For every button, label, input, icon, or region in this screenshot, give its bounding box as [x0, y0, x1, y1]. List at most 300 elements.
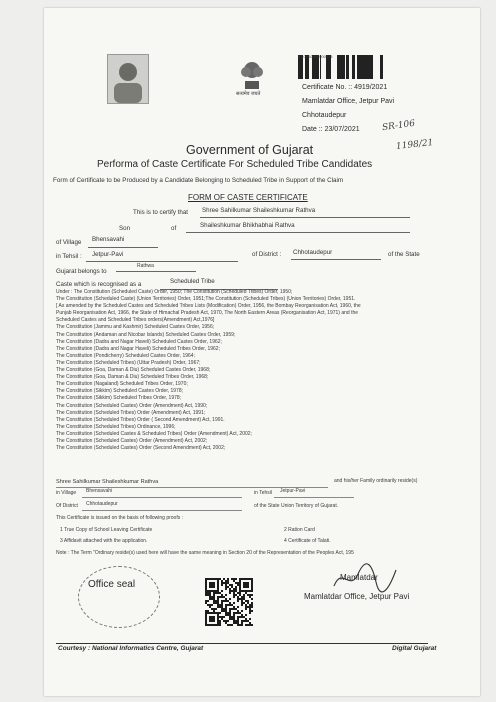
order-line: Under : The Constitution (Scheduled Caste) Order, 1950; The Constitution (Scheduled Tribes) Order, 1950; [56, 289, 293, 295]
qr-module [229, 588, 231, 590]
qr-module [237, 612, 239, 614]
qr-module [251, 604, 253, 606]
qr-module [217, 618, 219, 620]
qr-module [209, 620, 211, 622]
qr-module [237, 624, 239, 626]
order-line: [ As amended by the Scheduled Castes and Scheduled Tribes Lists (Modification) Order, 1956, the Bombay Reorganisation Act, 1960, the [56, 303, 361, 310]
qr-module [245, 614, 247, 616]
qr-module [225, 598, 227, 600]
qr-module [217, 596, 219, 598]
qr-module [227, 604, 229, 606]
qr-module [209, 586, 211, 588]
of-district-label: Of District [56, 503, 78, 509]
qr-module [223, 600, 225, 602]
certify-label: This is to certify that [133, 209, 189, 216]
issuing-office: Mamlatdar Office, Jetpur Pavi [302, 98, 395, 105]
in-village-label: in Village [56, 490, 77, 496]
signatory-office: Mamlatdar Office, Jetpur Pavi [304, 592, 410, 601]
qr-module [209, 596, 211, 598]
of-label: of [171, 225, 177, 232]
qr-module [229, 618, 231, 620]
qr-module [243, 582, 245, 584]
qr-module [239, 584, 241, 586]
qr-module [211, 582, 213, 584]
qr-module [251, 586, 253, 588]
qr-module [249, 608, 251, 610]
qr-module [235, 590, 237, 592]
qr-module [205, 618, 207, 620]
state-emblem [238, 57, 266, 99]
qr-module [245, 590, 247, 592]
qr-module [223, 578, 225, 580]
barcode-bar [357, 55, 359, 79]
qr-module [237, 620, 239, 622]
qr-module [247, 578, 249, 580]
qr-module [209, 584, 211, 586]
qr-module [225, 580, 227, 582]
in-tehsil-value: Jetpur-Pavi [280, 488, 306, 494]
qr-module [211, 616, 213, 618]
qr-module [233, 618, 235, 620]
qr-module [229, 610, 231, 612]
order-line: The Constitution (Scheduled Tribes) Order ( Second Amendment) Act, 1991. [56, 416, 225, 423]
qr-module [221, 608, 223, 610]
qr-module [239, 586, 241, 588]
qr-module [249, 594, 251, 596]
orders-list [56, 289, 431, 452]
qr-module [227, 600, 229, 602]
qr-module [237, 610, 239, 612]
son-label: Son [119, 225, 131, 232]
qr-module [221, 600, 223, 602]
qr-module [211, 612, 213, 614]
qr-module [211, 590, 213, 592]
qr-module [211, 584, 213, 586]
barcode-bar [352, 55, 355, 79]
qr-module [217, 612, 219, 614]
qr-module [229, 602, 231, 604]
candidate-name: Shree Sahilkumar Shaileshkumar Rathva [202, 207, 316, 214]
qr-module [239, 598, 241, 600]
qr-module [229, 616, 231, 618]
qr-module [221, 582, 223, 584]
qr-module [245, 608, 247, 610]
qr-module [247, 582, 249, 584]
qr-module [243, 584, 245, 586]
qr-module [231, 608, 233, 610]
qr-module [207, 624, 209, 626]
qr-module [205, 620, 207, 622]
qr-module [241, 616, 243, 618]
qr-module [241, 610, 243, 612]
qr-module [231, 586, 233, 588]
qr-module [225, 586, 227, 588]
caste-value: Rathwa [137, 263, 154, 269]
qr-module [211, 618, 213, 620]
signatory-title: Mamlatdar [340, 573, 378, 582]
qr-module [249, 604, 251, 606]
qr-module [247, 600, 249, 602]
qr-module [205, 616, 207, 618]
qr-module [237, 606, 239, 608]
qr-module [225, 594, 227, 596]
proof-2: 2 Ration Card [284, 527, 315, 533]
qr-module [219, 612, 221, 614]
qr-module [221, 594, 223, 596]
qr-module [205, 624, 207, 626]
qr-module [233, 614, 235, 616]
qr-module [227, 624, 229, 626]
qr-module [205, 612, 207, 614]
qr-module [227, 578, 229, 580]
qr-module [205, 614, 207, 616]
qr-module [219, 620, 221, 622]
qr-module [209, 604, 211, 606]
qr-module [213, 582, 215, 584]
qr-module [235, 588, 237, 590]
village-label: of Village [56, 239, 82, 246]
qr-module [215, 608, 217, 610]
qr-module [217, 600, 219, 602]
proof-4: 4 Certificate of Talati. [284, 538, 331, 544]
qr-module [213, 592, 215, 594]
qr-module [221, 590, 223, 592]
government-title: Government of Gujarat [186, 143, 314, 157]
qr-module [205, 578, 207, 580]
village-value: Bhensavahi [92, 236, 125, 243]
qr-module [215, 602, 217, 604]
qr-module [233, 588, 235, 590]
qr-module [225, 606, 227, 608]
qr-module [213, 616, 215, 618]
qr-module [247, 624, 249, 626]
qr-module [213, 612, 215, 614]
qr-module [251, 590, 253, 592]
qr-module [245, 620, 247, 622]
certificate-title: Performa of Caste Certificate For Scheduled Tribe Candidates [97, 159, 373, 170]
qr-module [215, 592, 217, 594]
qr-module [233, 612, 235, 614]
qr-module [233, 622, 235, 624]
qr-module [219, 578, 221, 580]
barcode-bar [380, 55, 383, 79]
qr-module [251, 580, 253, 582]
handwritten-number: 1198/21 [395, 138, 434, 152]
footer-divider [56, 643, 428, 644]
order-line: The Constitution (Scheduled Castes & Scheduled Tribes) Order (Amendment) Act, 2002; [56, 430, 252, 437]
qr-module [227, 582, 229, 584]
qr-module [213, 600, 215, 602]
qr-module [239, 592, 241, 594]
barcode-bar [359, 55, 362, 79]
qr-module [217, 582, 219, 584]
qr-module [213, 610, 215, 612]
qr-module [219, 622, 221, 624]
qr-module [251, 602, 253, 604]
qr-module [207, 590, 209, 592]
barcode-number: 01 0000000000013 [298, 54, 333, 59]
qr-module [245, 624, 247, 626]
qr-module [229, 598, 231, 600]
qr-module [245, 606, 247, 608]
order-line: The Constitution (Scheduled Castes) Order (Amendment) Act, 2002; [56, 437, 208, 444]
qr-module [209, 592, 211, 594]
qr-module [225, 584, 227, 586]
resident-field [56, 479, 328, 488]
barcode-bar [339, 55, 342, 79]
qr-module [241, 598, 243, 600]
qr-module [211, 604, 213, 606]
qr-module [227, 586, 229, 588]
order-line: The Constitution (Scheduled Caste) (Union Territories) Order, 1951;The Constitution (Scheduled Tribes) (Union Territories) Order, 1951. [56, 296, 356, 303]
order-line: The Constitution (Pondicherry) Scheduled Castes Order, 1964; [56, 352, 195, 359]
office-district: Chhotaudepur [302, 112, 347, 119]
qr-module [213, 596, 215, 598]
qr-module [217, 590, 219, 592]
qr-module [217, 588, 219, 590]
qr-module [221, 610, 223, 612]
qr-module [217, 604, 219, 606]
qr-module [251, 578, 253, 580]
qr-module [217, 580, 219, 582]
qr-module [229, 612, 231, 614]
qr-module [245, 584, 247, 586]
qr-module [205, 594, 207, 596]
qr-module [237, 598, 239, 600]
qr-module [241, 624, 243, 626]
qr-module [209, 624, 211, 626]
qr-module [227, 612, 229, 614]
qr-module [243, 586, 245, 588]
qr-module [215, 600, 217, 602]
qr-module [207, 604, 209, 606]
qr-module [233, 580, 235, 582]
qr-module [213, 620, 215, 622]
qr-module [229, 590, 231, 592]
resident-name: Shree Sahilkumar Shaileshkumar Rathva [56, 479, 159, 485]
qr-module [211, 586, 213, 588]
qr-module [213, 624, 215, 626]
qr-module [223, 582, 225, 584]
qr-module [233, 616, 235, 618]
in-tehsil-label: in Tehsil [254, 490, 272, 496]
father-name: Shaileshkumar Bhikhabhai Rathva [200, 222, 295, 229]
qr-module [235, 622, 237, 624]
qr-module [209, 618, 211, 620]
qr-module [245, 578, 247, 580]
recognised-label: Caste which is recognised as a [56, 281, 142, 288]
qr-module [243, 590, 245, 592]
qr-module [223, 596, 225, 598]
belongs-label: Gujarat belongs to [56, 268, 107, 275]
qr-module [223, 620, 225, 622]
qr-module [221, 616, 223, 618]
qr-module [237, 592, 239, 594]
qr-module [233, 606, 235, 608]
order-line: Punjab Reorganisation Act, 1966, the State of Himachal Pradesh Act, 1970, The North Eastern Areas (Reorganisation Act, 1971) and the [56, 310, 359, 317]
qr-module [219, 604, 221, 606]
qr-module [239, 594, 241, 596]
qr-module [239, 624, 241, 626]
qr-module [217, 592, 219, 594]
qr-module [249, 610, 251, 612]
qr-module [221, 606, 223, 608]
qr-module [205, 580, 207, 582]
qr-module [213, 602, 215, 604]
qr-module [207, 594, 209, 596]
qr-module [241, 614, 243, 616]
proofs-label: This Certificate is issued on the basis of following proofs : [56, 515, 184, 521]
qr-module [227, 614, 229, 616]
qr-module [211, 608, 213, 610]
barcode-bar [371, 55, 373, 79]
issue-date: Date :: 23/07/2021 [302, 126, 360, 133]
qr-module [231, 604, 233, 606]
qr-module [243, 602, 245, 604]
order-line: The Constitution (Dadra and Nagar Haveli) Scheduled Tribes Order, 1962; [56, 345, 220, 352]
qr-module [249, 612, 251, 614]
qr-module [235, 620, 237, 622]
qr-module [243, 616, 245, 618]
district-value: Chhotaudepur [293, 249, 333, 256]
caste-field [116, 264, 196, 272]
qr-module [231, 578, 233, 580]
qr-module [223, 610, 225, 612]
recognised-value: Scheduled Tribe [170, 278, 215, 285]
qr-module [235, 578, 237, 580]
state-territory: of the State Union Territory of Gujarat. [254, 503, 339, 509]
qr-module [237, 600, 239, 602]
qr-module [225, 610, 227, 612]
qr-module [217, 578, 219, 580]
state-label: of the State [388, 251, 420, 258]
qr-module [207, 610, 209, 612]
qr-module [217, 586, 219, 588]
office-seal-label: Office seal [88, 579, 136, 590]
qr-module [225, 614, 227, 616]
ashoka-emblem-icon [238, 57, 266, 91]
qr-module [217, 598, 219, 600]
qr-module [247, 584, 249, 586]
qr-module [217, 616, 219, 618]
qr-module [221, 596, 223, 598]
qr-module [233, 592, 235, 594]
qr-module [219, 596, 221, 598]
qr-module [251, 606, 253, 608]
qr-module [215, 590, 217, 592]
qr-module [205, 588, 207, 590]
person-icon [108, 55, 148, 103]
qr-module [231, 590, 233, 592]
qr-module [223, 608, 225, 610]
qr-module [213, 584, 215, 586]
qr-module [213, 608, 215, 610]
emblem-caption: सत्यमेव जयते [236, 91, 261, 97]
qr-module [245, 582, 247, 584]
qr-module [249, 622, 251, 624]
qr-module [243, 578, 245, 580]
qr-module [245, 586, 247, 588]
qr-module [209, 598, 211, 600]
qr-module [241, 602, 243, 604]
qr-module [249, 590, 251, 592]
barcode-bar [346, 55, 349, 79]
qr-module [233, 578, 235, 580]
qr-module [239, 578, 241, 580]
qr-module [231, 618, 233, 620]
qr-module [219, 616, 221, 618]
qr-module [221, 580, 223, 582]
qr-module [249, 596, 251, 598]
qr-module [225, 620, 227, 622]
qr-module [209, 606, 211, 608]
barcode-bar [362, 55, 365, 79]
qr-module [237, 584, 239, 586]
qr-module [207, 592, 209, 594]
qr-module [205, 584, 207, 586]
qr-module [205, 622, 207, 624]
order-line: Scheduled Castes and Scheduled Tribes orders(Amendment) Act,1976] [56, 317, 215, 324]
qr-module [225, 600, 227, 602]
qr-module [215, 624, 217, 626]
qr-module [235, 582, 237, 584]
qr-module [239, 582, 241, 584]
qr-module [227, 620, 229, 622]
qr-module [251, 588, 253, 590]
qr-module [247, 590, 249, 592]
qr-module [209, 590, 211, 592]
qr-code [205, 578, 253, 626]
order-line: The Constitution (Dadra and Nagar Haveli) Scheduled Castes Order, 1962; [56, 338, 222, 345]
order-line: The Constitution (Goa, Daman & Diu) Scheduled Tribes Order, 1968; [56, 374, 209, 381]
qr-module [251, 624, 253, 626]
certificate-number: Certificate No. :: 4919/2021 [302, 84, 388, 91]
handwritten-serial: SR-106 [381, 118, 416, 134]
qr-module [211, 624, 213, 626]
form-note: Form of Certificate to be Produced by a Candidate Belonging to Scheduled Tribe in Support of the Claim [53, 177, 344, 184]
qr-module [251, 610, 253, 612]
qr-module [209, 578, 211, 580]
qr-module [229, 604, 231, 606]
order-line: The Constitution (Scheduled Tribes) Order (Amendment) Act, 1991; [56, 409, 206, 416]
qr-module [217, 620, 219, 622]
in-village-value: Bhensavahi [86, 488, 113, 494]
qr-module [221, 618, 223, 620]
qr-module [229, 608, 231, 610]
qr-module [213, 598, 215, 600]
qr-module [241, 620, 243, 622]
qr-module [217, 602, 219, 604]
qr-module [219, 592, 221, 594]
qr-module [235, 612, 237, 614]
resident-label: and his/her Family ordinarily reside(s) [334, 478, 418, 484]
qr-module [249, 578, 251, 580]
qr-module [245, 592, 247, 594]
qr-module [229, 624, 231, 626]
qr-module [231, 616, 233, 618]
courtesy-text: Courtesy : National Informatics Centre, Gujarat [58, 645, 204, 652]
order-line: The Constitution (Scheduled Castes) Order (Second Amendment) Act, 2002; [56, 445, 226, 452]
qr-module [247, 586, 249, 588]
qr-module [245, 604, 247, 606]
qr-module [223, 616, 225, 618]
order-line: The Constitution (Jammu and Kashmir) Scheduled Castes Order, 1956; [56, 324, 215, 331]
digital-gujarat-brand: Digital Gujarat [392, 645, 437, 652]
order-line: The Constitution (Sikkim) Scheduled Tribes Order, 1978; [56, 395, 182, 402]
qr-module [231, 624, 233, 626]
qr-module [225, 588, 227, 590]
qr-module [211, 578, 213, 580]
